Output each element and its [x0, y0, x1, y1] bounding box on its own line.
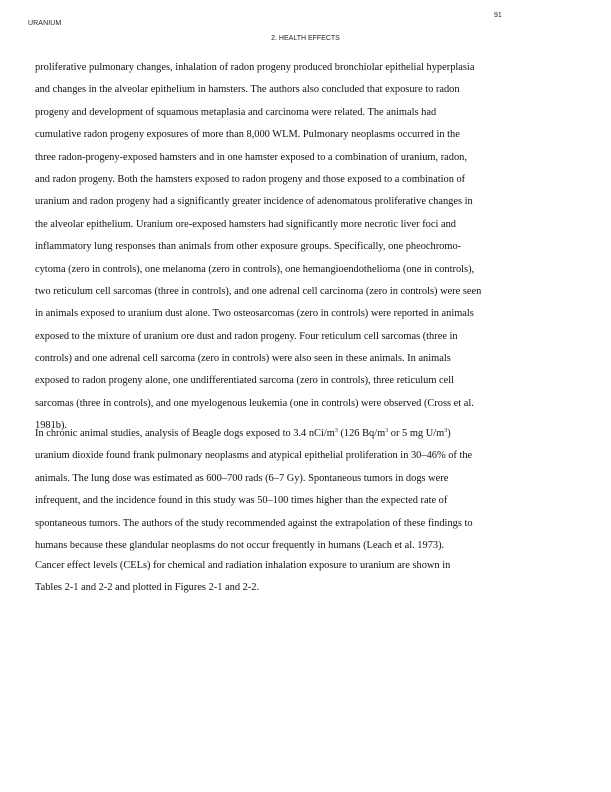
text-line: spontaneous tumors. The authors of the study recommended against the extrapolation of these findings to	[35, 517, 473, 529]
text-line: in animals exposed to uranium dust alone. Two osteosarcomas (zero in controls) were reported in animals	[35, 308, 474, 320]
text-line-with-units	[35, 423, 535, 445]
text-line: Cancer effect levels (CELs) for chemical and radiation inhalation exposure to uranium are shown in	[35, 560, 451, 571]
text-line: and changes in the alveolar epithelium in hamsters. The authors also concluded that exposure to radon	[35, 84, 460, 96]
text-line: and radon progeny. Both the hamsters exposed to radon progeny and those exposed to a combination of	[35, 173, 466, 185]
text-segment: In chronic animal studies, analysis of Beagle dogs exposed to 3.4 nCi/m	[35, 428, 335, 439]
text-line: infrequent, and the incidence found in this study was 50–100 times higher than the expected rate of	[35, 495, 448, 507]
running-head: URANIUM	[28, 20, 62, 27]
text-segment: )	[447, 428, 451, 439]
text-line: three radon-progeny-exposed hamsters and in one hamster exposed to a combination of uranium, radon,	[35, 151, 467, 163]
text-line: two reticulum cell sarcomas (three in controls), and one adrenal cell carcinoma (zero in controls) were seen	[35, 285, 482, 297]
text-line: progeny and development of squamous metaplasia and carcinoma were related. The animals had	[35, 106, 437, 118]
paragraph-hamster-study	[35, 57, 535, 438]
text-line: proliferative pulmonary changes, inhalation of radon progeny produced bronchiolar epithelial hyperplasia	[35, 62, 475, 73]
text-line: 1981b).	[35, 420, 68, 432]
superscript: 3	[444, 428, 448, 434]
text-line: uranium and radon progeny had a significantly greater incidence of adenomatous proliferative changes in	[35, 196, 473, 208]
text-segment: (126 Bq/m	[337, 428, 386, 439]
text-line: uranium dioxide found frank pulmonary neoplasms and atypical epithelial proliferation in 30–46% of the	[35, 450, 473, 462]
text-line: animals. The lung dose was estimated as 600–700 rads (6–7 Gy). Spontaneous tumors in dogs were	[35, 472, 449, 484]
text-line: the alveolar epithelium. Uranium ore-exposed hamsters had significantly more necrotic liver foci and	[35, 218, 456, 230]
page-number: 91	[494, 12, 502, 19]
text-line: cumulative radon progeny exposures of more than 8,000 WLM. Pulmonary neoplasms occurred in the	[35, 129, 460, 141]
paragraph-beagle-study	[35, 423, 535, 557]
text-line: exposed to radon progeny alone, one undifferentiated sarcoma (zero in controls), three reticulum cell	[35, 375, 455, 387]
text-line: Tables 2-1 and 2-2 and plotted in Figures 2-1 and 2-2.	[35, 582, 260, 594]
text-line: cytoma (zero in controls), one melanoma (zero in controls), one hemangioendothelioma (one in controls),	[35, 263, 475, 275]
text-line: sarcomas (three in controls), and one myelogenous leukemia (one in controls) were observed (Cross et al.	[35, 397, 474, 409]
text-line: inflammatory lung responses than animals from other exposure groups. Specifically, one pheochromo-	[35, 241, 462, 253]
superscript: 3	[385, 428, 389, 434]
text-line: exposed to the mixture of uranium ore dust and radon progeny. Four reticulum cell sarcomas (three in	[35, 330, 458, 342]
paragraph-cancer-effect-levels	[35, 555, 535, 600]
text-segment: or 5 mg U/m	[388, 428, 445, 439]
text-line: humans because these glandular neoplasms do not occur frequently in humans (Leach et al. 1973).	[35, 539, 445, 551]
section-title: 2. HEALTH EFFECTS	[271, 35, 340, 42]
text-line: controls) and one adrenal cell sarcoma (zero in controls) were also seen in these animals. In animals	[35, 353, 451, 365]
superscript: 3	[334, 428, 338, 434]
